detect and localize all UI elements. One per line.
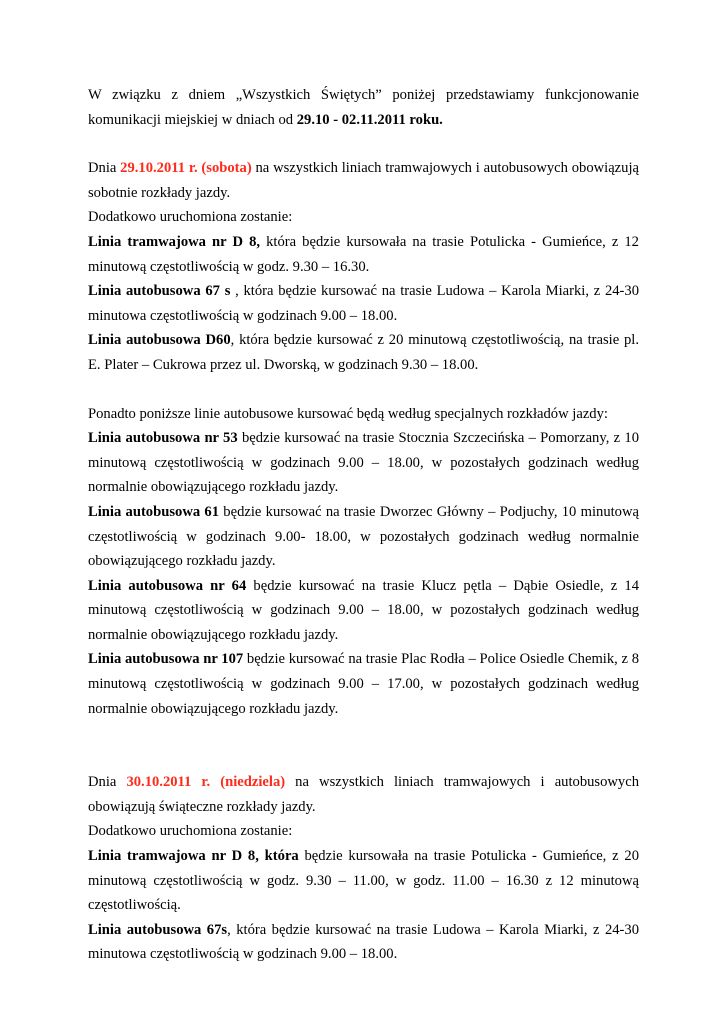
special-line-53	[88, 426, 639, 500]
day1-line-67s	[88, 279, 639, 328]
line-name: Linia tramwajowa nr D 8, która	[88, 848, 299, 865]
line-description: , która będzie kursować na trasie Ludowa – Karola Miarki, z 24-30 minutowa częstotliwością w godzinach 9.00 – 18.00.	[88, 283, 640, 324]
line-description: będzie kursowała na trasie Potulicka - Gumieńce, z 20 minutową częstotliwością w godz. 9.30 – 11.00, w godz. 11.00 – 16.30 z 12 minutową częstotliwością.	[88, 848, 639, 914]
line-name: Linia autobusowa 67 s	[88, 283, 231, 300]
line-name: Linia autobusowa nr 107	[88, 651, 244, 668]
intro-text: W związku z dniem „Wszystkich Świętych” poniżej przedstawiamy funkcjonowanie komunikacji miejskiej w dniach od	[88, 87, 639, 128]
special-line-61	[88, 500, 639, 574]
day1-line-d8	[88, 230, 639, 279]
day2-heading-paragraph	[88, 770, 639, 819]
intro-dates: 29.10 - 02.11.2011 roku.	[296, 111, 443, 128]
day2-text: na wszystkich liniach tramwajowych i autobusowych obowiązują świąteczne rozkłady jazdy.	[88, 774, 639, 815]
day1-text: na wszystkich liniach tramwajowych i autobusowych obowiązują sobotnie rozkłady jazdy.	[88, 160, 639, 201]
line-name: Linia autobusowa nr 53	[88, 430, 238, 447]
document-body	[88, 83, 639, 967]
line-description: będzie kursować na trasie Plac Rodła – Police Osiedle Chemik, z 8 minutową częstotliwością w godzinach 9.00 – 17.00, w pozostałych godzinach według normalnie obowiązującego rozkładu jazdy.	[88, 651, 639, 717]
line-name: Linia autobusowa 67s	[88, 921, 228, 938]
day2-line-d8	[88, 844, 639, 918]
special-intro: Ponadto poniższe linie autobusowe kursować będą według specjalnych rozkładów jazdy:	[88, 405, 608, 422]
day1-heading-paragraph	[88, 156, 639, 205]
day2-line-67s	[88, 918, 639, 967]
line-description: będzie kursować na trasie Stocznia Szczecińska – Pomorzany, z 10 minutową częstotliwością w godzinach 9.00 – 18.00, w pozostałych godzinach według normalnie obowiązującego rozkładu jazdy.	[88, 430, 639, 496]
line-name: Linia autobusowa 61	[88, 503, 220, 520]
line-description: która będzie kursowała na trasie Potulicka - Gumieńce, z 12 minutową częstotliwością w godz. 9.30 – 16.30.	[88, 233, 639, 275]
intro-paragraph	[88, 83, 639, 132]
day2-prefix: Dnia	[88, 774, 127, 791]
line-name: Linia tramwajowa nr D 8,	[88, 233, 261, 250]
day2-additional: Dodatkowo uruchomiona zostanie:	[88, 823, 293, 840]
special-line-64	[88, 574, 639, 648]
day1-line-d60	[88, 328, 639, 377]
day1-additional: Dodatkowo uruchomiona zostanie:	[88, 209, 293, 226]
line-description: , która będzie kursować na trasie Ludowa – Karola Miarki, z 24-30 minutowa częstotliwością w godzinach 9.00 – 18.00.	[88, 921, 639, 963]
special-line-107	[88, 647, 639, 721]
line-description: będzie kursować na trasie Dworzec Główny – Podjuchy, 10 minutową częstotliwością w godzinach 9.00- 18.00, w pozostałych godzinach według normalnie obowiązującego rozkładu jazdy.	[88, 503, 639, 570]
day1-date: 29.10.2011 r. (sobota)	[120, 160, 252, 177]
line-name: Linia autobusowa D60	[88, 332, 231, 349]
line-name: Linia autobusowa nr 64	[88, 577, 247, 594]
line-description: , która będzie kursować z 20 minutową częstotliwością, na trasie pl. E. Plater – Cukrowa przez ul. Dworską, w godzinach 9.30 – 18.00.	[88, 332, 639, 373]
day1-prefix: Dnia	[88, 160, 121, 177]
day2-date: 30.10.2011 r. (niedziela)	[126, 774, 286, 791]
line-description: będzie kursować na trasie Klucz pętla – Dąbie Osiedle, z 14 minutową częstotliwością w godzinach 9.00 – 18.00, w pozostałych godzinach według normalnie obowiązującego rozkładu jazdy.	[88, 577, 639, 643]
